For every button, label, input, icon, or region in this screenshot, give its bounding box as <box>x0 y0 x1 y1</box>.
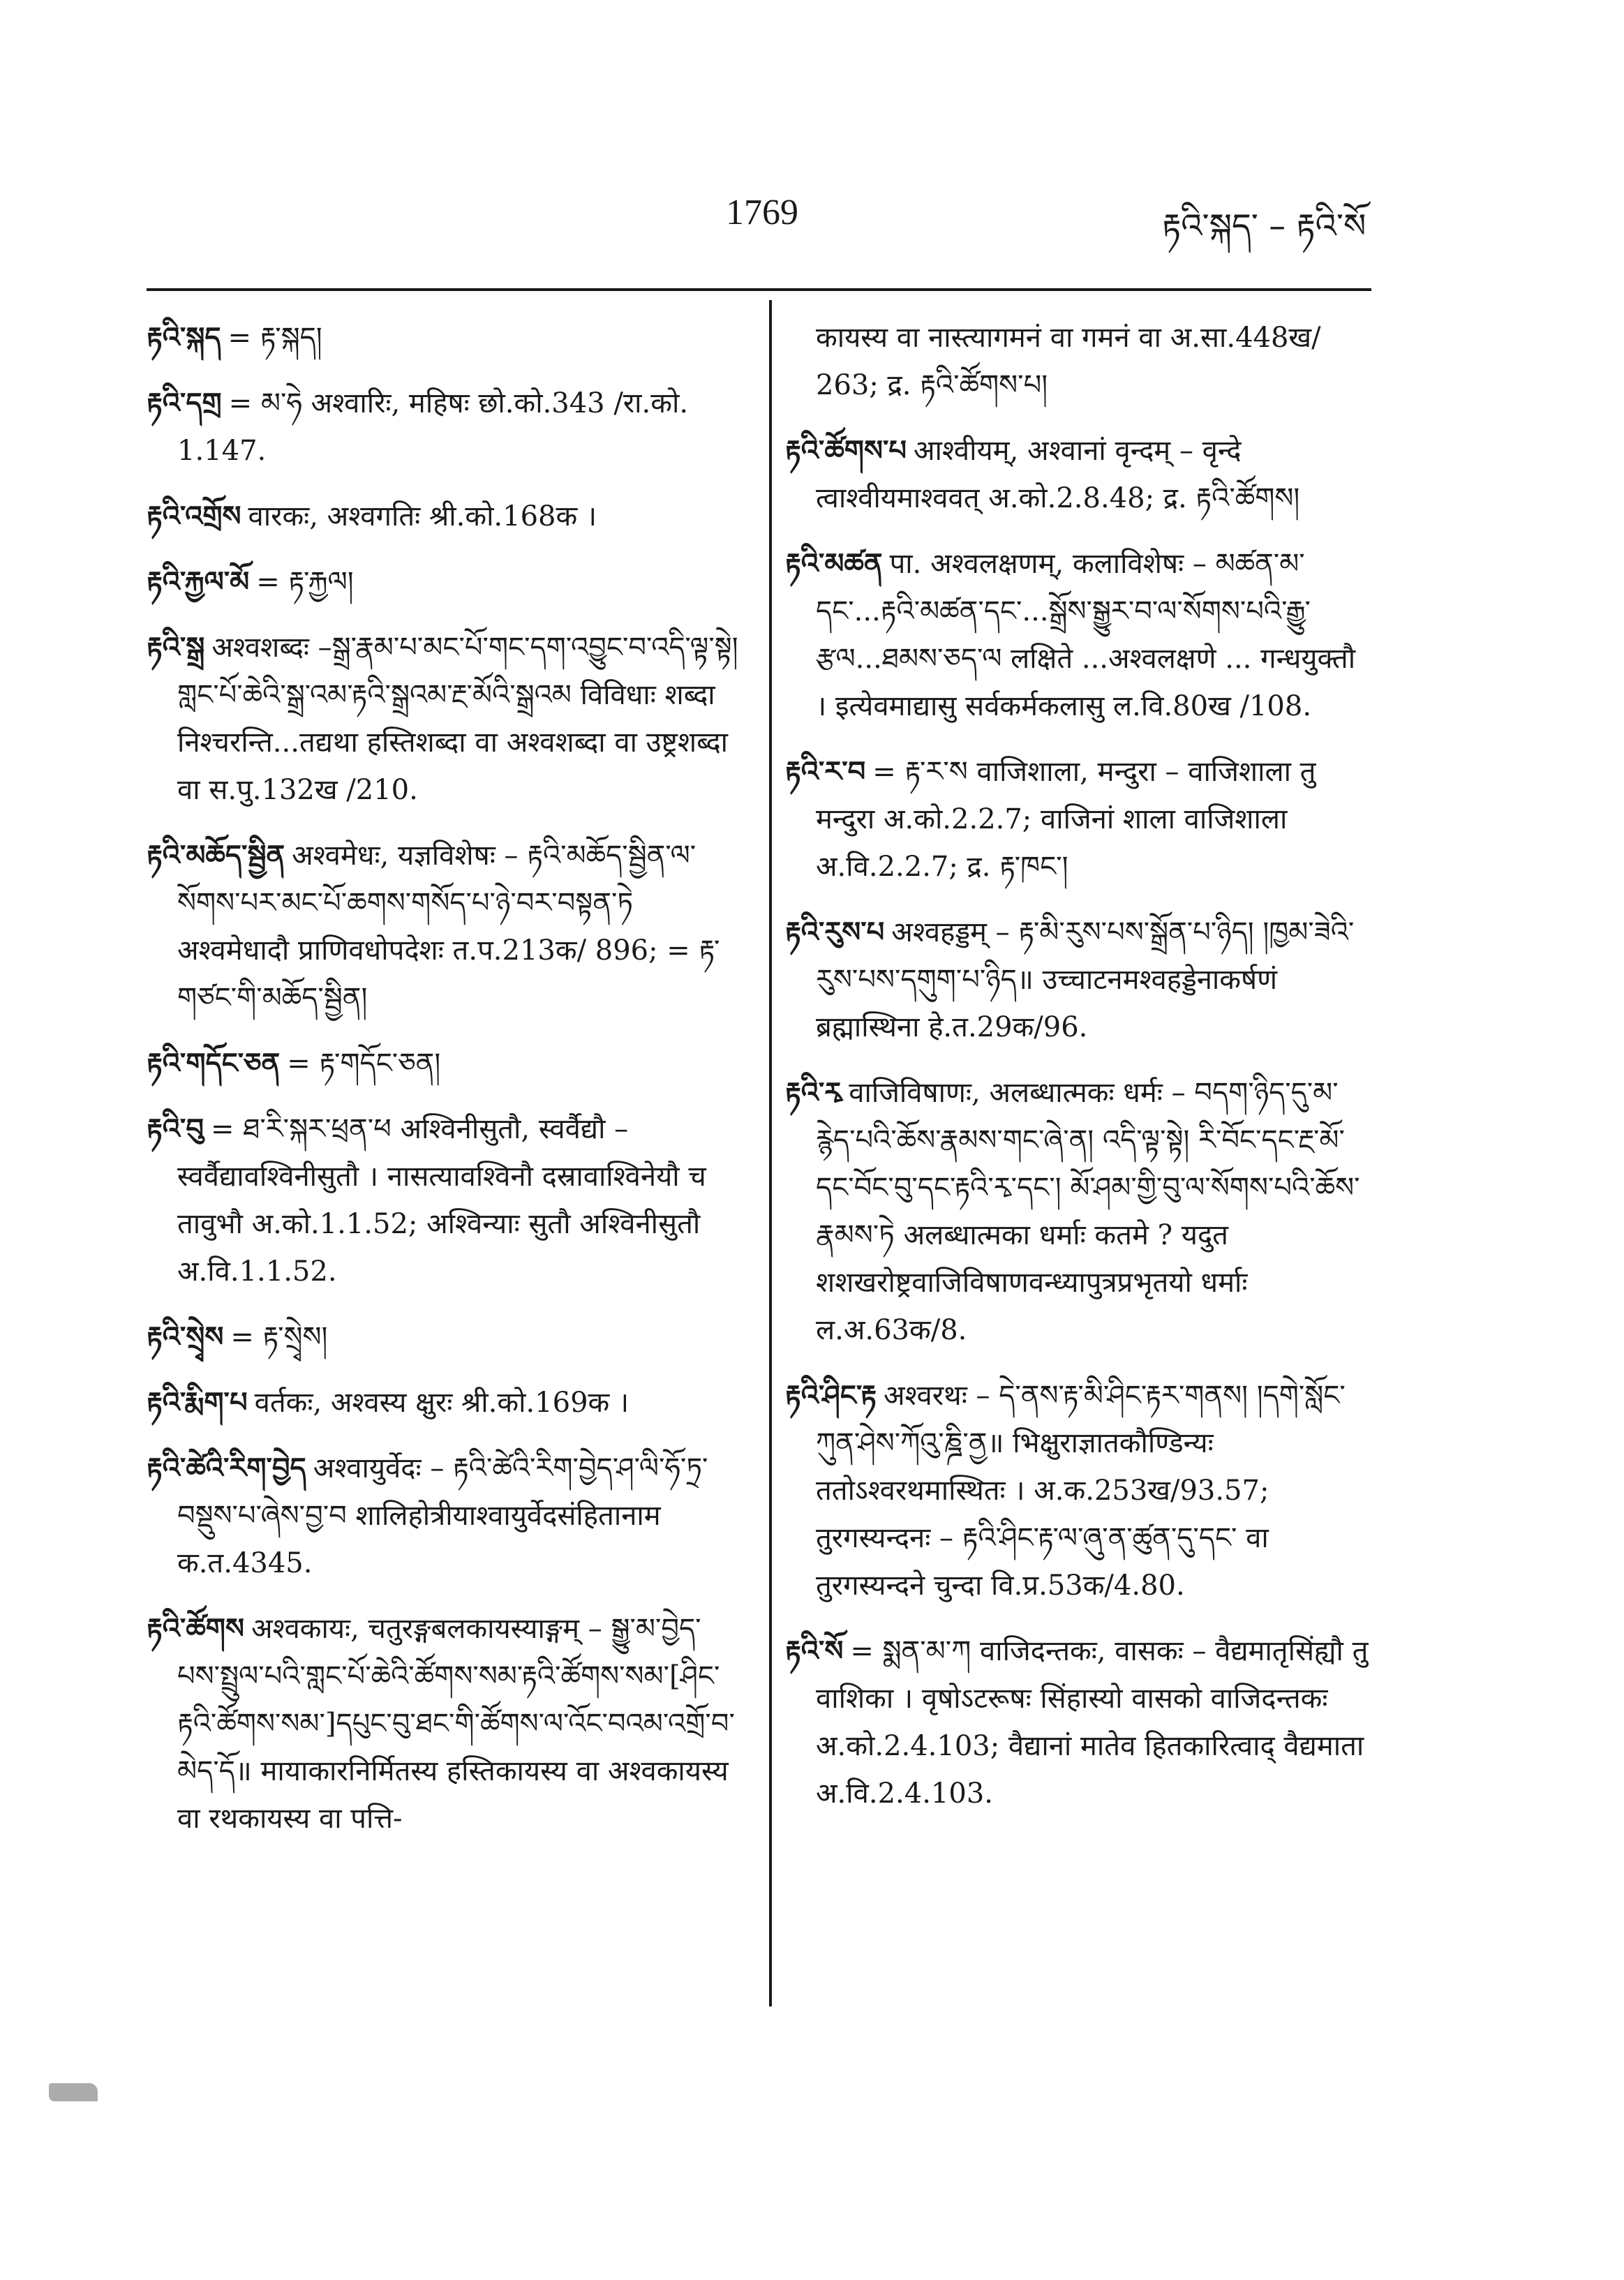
left-column <box>147 314 740 1861</box>
entry-text: = མ་ཧེ अश्वारिः, महिषः छो.को.343 /रा.को. 1.147. <box>177 387 689 467</box>
entry-text: अश्वकायः, चतुरङ्गबलकायस्याङ्गम् – སྒྱུ་མ་བྱེད་པས་སྤྲུལ་པའི་གླང་པོ་ཆེའི་ཚོགས་སམ་རྟའི་ཚོགས་སམ་[ཤིང་རྟའི་ཚོགས་སམ་]དཔུང་བུ་ཐང་གི་ཚོགས་ལ་འོང་བའམ་འགྲོ་བ་མེད་དོ॥ मायाकारनिर्मितस्य हस्तिकायस्य वा अश्वकायस्य वा रथकायस्य वा पत्ति- <box>177 1613 735 1835</box>
entry-text: वारकः, अश्वगतिः श्री.को.168क । <box>248 500 597 532</box>
entry-text: पा. अश्वलक्षणम्, कलाविशेषः – མཚན་མ་དང་...རྟའི་མཚན་དང་...སྒྲོས་སྒྱུར་བ་ལ་སོགས་པའི་རྒྱུ་རྩལ...ཐམས་ཅད་ལ लक्षिते ...अश्वलक्षणे ... गन्धयुक्तौ । इत्येवमाद्यासु सर्वकर्मकलासु ल.वि.80ख /108. <box>816 548 1356 722</box>
entry-headword: རྟའི་ཚོགས <box>147 1613 244 1645</box>
entry-text: अश्वमेधः, यज्ञविशेषः – རྟའི་མཆོད་སྦྱིན་ལ་སོགས་པར་མང་པོ་ཆགས་གསོད་པ་ཉེ་བར་བསྟན་ཏེ अश्वमेधादौ प्राणिवधोपदेशः त.प.213क/ 896; = རྟ་གཙང་གི་མཆོད་སྦྱིན། <box>177 840 720 1014</box>
entry-headword: རྟའི་བུ <box>147 1113 204 1145</box>
dictionary-entry <box>785 909 1371 1051</box>
dictionary-entry <box>785 540 1371 730</box>
entry-headword: རྟའི་འགྲོས <box>147 500 241 532</box>
entry-text: आश्वीयम्, अश्वानां वृन्दम् – वृन्दे त्वाश्वीयमाश्ववत् अ.को.2.8.48; द्र. རྟའི་ཚོགས། <box>816 435 1300 514</box>
entry-headword: རྟའི་རུས་པ <box>785 916 885 948</box>
entry-headword: རྟའི་གདོང་ཅན <box>147 1048 281 1080</box>
dictionary-entry <box>147 1040 740 1087</box>
entry-headword: རྟའི་སྲྭེས <box>147 1321 224 1353</box>
dictionary-entry <box>785 1627 1371 1817</box>
dictionary-entry <box>147 1313 740 1361</box>
entry-text: अश्वहड्डम् – རྟ་མི་རུས་པས་སྒྲོན་པ་ཉིད། །ཁྱམ་ཟེའི་རུས་པས་དགུག་པ་ཉིད॥ उच्चाटनमश्वहड्डेनाकर्षणं ब्रह्मास्थिना हे.त.29क/96. <box>816 916 1355 1043</box>
entry-text: = སྨན་མ་ཀ वाजिदन्तकः, वासकः – वैद्यमातृसिंह्यौ तु वाशिका । वृषोऽटरूषः सिंहास्यो वासको वाजिदन्तकः अ.को.2.4.103; वैद्यानां मातेव हितकारित्वाद् वैद्यमाता अ.वि.2.4.103. <box>816 1635 1369 1810</box>
dictionary-entry <box>147 1105 740 1295</box>
entry-headword: རྟའི་མཆོད་སྦྱིན <box>147 840 285 872</box>
entry-headword: རྟའི་ཤིང་རྟ <box>785 1380 877 1412</box>
dictionary-entry <box>147 1605 740 1842</box>
entry-headword: རྟའི་དགྲ <box>147 387 222 419</box>
dictionary-entry <box>147 832 740 1022</box>
top-rule <box>147 288 1371 291</box>
dictionary-entry <box>785 748 1371 891</box>
entry-headword: རྟའི་རྭ <box>785 1077 842 1109</box>
dictionary-entry <box>147 314 740 362</box>
entry-headword: རྟའི་སྒྲ <box>147 632 205 664</box>
dictionary-entry <box>785 1372 1371 1609</box>
dictionary-entry <box>147 380 740 475</box>
entry-headword: རྟའི་ཚོགས་པ <box>785 435 907 467</box>
dictionary-entry <box>147 493 740 540</box>
column-divider <box>769 300 772 2006</box>
entry-text: = རྟ་ར་ས वाजिशाला, मन्दुरा – वाजिशाला तु मन्दुरा अ.को.2.2.7; वाजिनां शाला वाजिशाला अ.वि.2.2.7; द्र. རྟ་ཁང་། <box>816 756 1316 883</box>
dictionary-entry <box>147 558 740 606</box>
entry-text: अश्वायुर्वेदः – རྟའི་ཚེའི་རིག་བྱེད་ཤ་ལི་ཧོ་ཏྲ་བསྡུས་པ་ཞེས་བྱ་བ शालिहोत्रीयाश्वायुर्वेदसंहितानाम क.त.4345. <box>177 1452 708 1579</box>
dictionary-entry <box>147 624 740 814</box>
entry-text: कायस्य वा नास्त्यागमनं वा गमनं वा अ.सा.448ख/ 263; द्र. རྟའི་ཚོགས་པ། <box>816 322 1321 401</box>
entry-text: = ཐ་རི་སྐར་ཕྲན་ཕ अश्विनीसुतौ, स्वर्वैद्यौ – स्वर्वैद्यावश्विनीसुतौ । नासत्यावश्विनौ दस्रावाश्विनेयौ च तावुभौ अ.को.1.1.52; अश्विन्याः सुतौ अश्विनीसुतौ अ.वि.1.1.52. <box>177 1113 706 1288</box>
entry-text: = རྟ་གདོང་ཅན། <box>287 1048 441 1080</box>
entry-headword: རྟའི་རྐྱལ་མོ <box>147 566 250 598</box>
entry-headword: རྟའི་རྨིག་པ <box>147 1387 248 1419</box>
page-number: 1769 <box>726 193 798 232</box>
dictionary-entry <box>785 1069 1371 1354</box>
entry-headword: རྟའི་མཚན <box>785 548 883 580</box>
entry-text: वाजिविषाणः, अलब्धात्मकः धर्मः – བདག་ཉིད་དུ་མ་རྙེད་པའི་ཆོས་རྣམས་གང་ཞེ་ན། འདི་ལྟ་སྟེ། རི་བོང་དང་རྔ་མོ་དང་བོང་བུ་དང་རྟའི་རྭ་དང་། མོ་ཤམ་གྱི་བུ་ལ་སོགས་པའི་ཆོས་རྣམས་ཏེ अलब्धात्मका धर्माः कतमे ? यदुत शशखरोष्ट्रवाजिविषाणवन्ध्यापुत्रप्रभृतयो धर्माः ल.अ.63क/8. <box>816 1077 1360 1346</box>
entry-text: = རྟ་སྲྭེས། <box>230 1321 328 1353</box>
dictionary-entry <box>785 314 1371 409</box>
entry-headword: རྟའི་ཚེའི་རིག་བྱེད <box>147 1452 306 1484</box>
dictionary-entry <box>785 427 1371 522</box>
entry-text: = རྟ་རྐྱལ། <box>256 566 354 598</box>
entry-headword: རྟའི་སོ <box>785 1635 844 1667</box>
right-column <box>785 314 1371 1835</box>
entry-text: अश्वरथः – དེ་ནས་རྟ་མི་ཤིང་རྟར་གནས། །དགེ་སློང་ཀུན་ཤེས་ཀོའུ་ཎྜི་ནྱ॥ भिक्षुराज्ञातकौण्डिन्यः ततोऽश्वरथमास्थितः । अ.क.253ख/93.57; तुरगस्यन्दनः – རྟའི་ཤིང་རྟ་ལ་ཞུ་ན་ཚུན་དུ་དང་ वा तुरगस्यन्दने चुन्दा वि.प्र.53क/4.80. <box>816 1380 1346 1602</box>
dictionary-entry <box>147 1445 740 1587</box>
entry-headword: རྟའི་ར་བ <box>785 756 866 788</box>
entry-headword: རྟའི་སྐད <box>147 322 221 354</box>
running-head: རྟའི་སྐད་ – རྟའི་སོ <box>1162 207 1366 246</box>
entry-text: अश्वशब्दः –སྒྲ་རྣམ་པ་མང་པོ་གང་དག་འབྱུང་བ་འདི་ལྟ་སྟེ། གླང་པོ་ཆེའི་སྒྲ་འམ་རྟའི་སྒྲའམ་རྔ་མོའི་སྒྲའམ विविधाः शब्दा निश्चरन्ति...तद्यथा हस्तिशब्दा वा अश्वशब्दा वा उष्ट्रशब्दा वा स.पु.132ख /210. <box>177 632 738 806</box>
dictionary-entry <box>147 1379 740 1426</box>
entry-text: = རྟ་སྐད། <box>228 322 322 354</box>
entry-text: वर्तकः, अश्वस्य क्षुरः श्री.को.169क । <box>254 1387 630 1419</box>
scan-artifact <box>49 2083 98 2101</box>
